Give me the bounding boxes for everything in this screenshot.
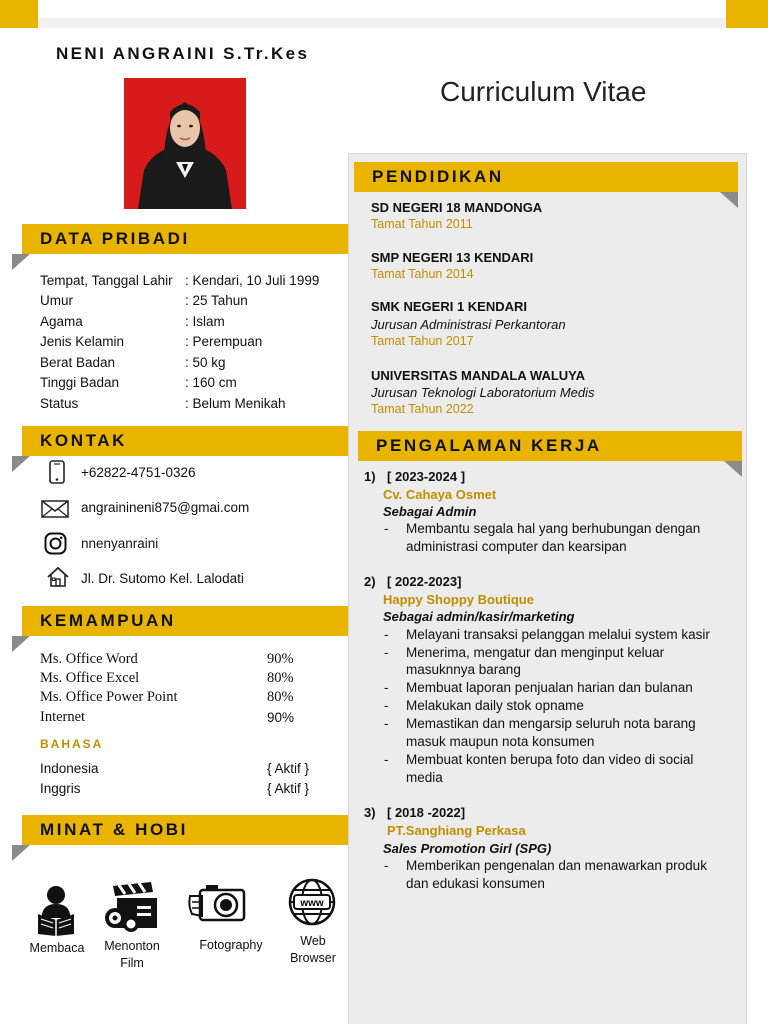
top-accent-bar-left: [0, 0, 38, 28]
personal-label: Tempat, Tanggal Lahir: [40, 273, 173, 288]
ribbon-fold: [12, 845, 30, 861]
job-duty: Membuat konten berupa foto dan video di social: [406, 752, 694, 767]
language-name: Inggris: [40, 781, 81, 796]
section-header-pendidikan: PENDIDIKAN: [354, 162, 738, 192]
personal-value: : Perempuan: [185, 334, 263, 349]
skill-level: 80%: [267, 670, 294, 686]
reading-icon: [36, 884, 76, 941]
school-name: SMP NEGERI 13 KENDARI: [371, 250, 534, 265]
bullet-dash: -: [384, 752, 389, 767]
bahasa-heading: BAHASA: [40, 737, 104, 751]
job-company: Happy Shoppy Boutique: [383, 592, 534, 607]
job-role: Sebagai admin/kasir/marketing: [383, 609, 575, 624]
job-duty: Memberikan pengenalan dan menawarkan produk: [406, 858, 707, 873]
bullet-dash: -: [384, 858, 389, 873]
job-duty: masuknnya barang: [406, 662, 521, 677]
school-name: UNIVERSITAS MANDALA WALUYA: [371, 368, 586, 383]
job-duty: masuk maupun nota konsumen: [406, 734, 595, 749]
ribbon-fold: [12, 254, 30, 270]
ribbon-fold: [724, 461, 742, 477]
personal-value: : 25 Tahun: [185, 293, 248, 308]
contact-instagram[interactable]: nnenyanraini: [81, 536, 159, 551]
bullet-dash: -: [384, 716, 389, 731]
personal-label: Agama: [40, 314, 83, 329]
skill-name: Internet: [40, 709, 86, 725]
language-level: { Aktif }: [267, 761, 310, 776]
job-duty: dan edukasi konsumen: [406, 876, 545, 891]
hobby-label-line: Film: [120, 956, 144, 970]
section-header-kontak: KONTAK: [22, 426, 348, 456]
school-major: Jurusan Administrasi Perkantoran: [371, 317, 566, 332]
job-duty: Membantu segala hal yang berhubungan dengan: [406, 521, 701, 536]
hobby-label-line: Web: [300, 934, 326, 948]
job-duty: Melayani transaksi pelanggan melalui system kasir: [406, 627, 710, 642]
skill-name: Ms. Office Power Point: [40, 689, 178, 705]
section-header-pengalaman: PENGALAMAN KERJA: [358, 431, 742, 461]
job-number: 3): [364, 805, 376, 820]
svg-text:www: www: [300, 898, 324, 909]
hobby-label-line: Browser: [290, 951, 336, 965]
personal-value: : Belum Menikah: [185, 396, 286, 411]
hobby-label-multiline: [92, 938, 172, 972]
contact-email[interactable]: angrainineni875@gmai.com: [81, 500, 250, 515]
job-duty: media: [406, 770, 443, 785]
school-name: SMK NEGERI 1 KENDARI: [371, 299, 528, 314]
instagram-icon: [44, 532, 67, 560]
graduation-year: Tamat Tahun 2017: [371, 334, 474, 348]
candidate-name: NENI ANGRAINI S.Tr.Kes: [56, 44, 310, 63]
job-period: [ 2022-2023]: [387, 574, 462, 589]
bullet-dash: -: [384, 698, 389, 713]
contact-address: Jl. Dr. Sutomo Kel. Lalodati: [81, 571, 244, 586]
school-major: Jurusan Teknologi Laboratorium Medis: [371, 385, 595, 400]
bullet-dash: -: [384, 521, 389, 536]
ribbon-fold: [720, 192, 738, 208]
job-period: [ 2023-2024 ]: [387, 469, 466, 484]
globe-www-icon: [288, 878, 336, 931]
skill-name: Ms. Office Excel: [40, 670, 140, 686]
home-icon: [46, 566, 70, 593]
email-icon: [41, 500, 69, 523]
personal-label: Tinggi Badan: [40, 375, 120, 390]
personal-label: Umur: [40, 293, 73, 308]
job-duty: Membuat laporan penjualan harian dan bulanan: [406, 680, 693, 695]
skill-level: 90%: [267, 651, 294, 667]
personal-label: Status: [40, 396, 79, 411]
hobby-label-multiline: [273, 933, 353, 967]
section-header-kemampuan: KEMAMPUAN: [22, 606, 348, 636]
job-company: Cv. Cahaya Osmet: [383, 487, 497, 502]
language-level: { Aktif }: [267, 781, 310, 796]
personal-label: Berat Badan: [40, 355, 116, 370]
camera-icon: [186, 880, 248, 935]
job-role: Sebagai Admin: [383, 504, 477, 519]
skill-level: 90%: [267, 710, 295, 725]
skill-name: Ms. Office Word: [40, 651, 138, 667]
bullet-dash: -: [384, 645, 389, 660]
ribbon-fold: [12, 456, 30, 472]
contact-phone[interactable]: +62822-4751-0326: [81, 465, 196, 480]
bullet-dash: -: [384, 627, 389, 642]
ribbon-fold: [12, 636, 30, 652]
language-name: Indonesia: [40, 761, 99, 776]
job-company: PT.Sanghiang Perkasa: [387, 823, 526, 838]
job-duty: Melakukan daily stok opname: [406, 698, 584, 713]
job-duty: administrasi computer dan kearsipan: [406, 539, 627, 554]
hobby-label: Fotography: [199, 938, 263, 952]
personal-value: : 160 cm: [185, 375, 237, 390]
skill-level: 80%: [267, 689, 294, 705]
top-divider: [38, 18, 726, 28]
job-duty: Memastikan dan mengarsip seluruh nota barang: [406, 716, 696, 731]
bullet-dash: -: [384, 680, 389, 695]
hobby-label: Membaca: [29, 941, 85, 955]
section-header-minat-hobi: MINAT & HOBI: [22, 815, 348, 845]
personal-value: : Kendari, 10 Juli 1999: [185, 273, 320, 288]
graduation-year: Tamat Tahun 2022: [371, 402, 474, 416]
job-period: [ 2018 -2022]: [387, 805, 466, 820]
school-name: SD NEGERI 18 MANDONGA: [371, 200, 543, 215]
clapperboard-icon: [103, 880, 159, 941]
profile-photo: [124, 78, 246, 209]
personal-value: : Islam: [185, 314, 225, 329]
phone-icon: [48, 460, 66, 489]
personal-label: Jenis Kelamin: [40, 334, 125, 349]
job-role: Sales Promotion Girl (SPG): [383, 841, 552, 856]
hobby-label-line: Menonton: [104, 939, 160, 953]
job-duty: Menerima, mengatur dan menginput keluar: [406, 645, 665, 660]
graduation-year: Tamat Tahun 2014: [371, 267, 474, 281]
job-number: 2): [364, 574, 376, 589]
job-number: 1): [364, 469, 376, 484]
document-title: Curriculum Vitae: [440, 76, 647, 107]
top-accent-bar-right: [726, 0, 768, 28]
graduation-year: Tamat Tahun 2011: [371, 217, 473, 231]
section-header-data-pribadi: DATA PRIBADI: [22, 224, 348, 254]
personal-value: : 50 kg: [185, 355, 226, 370]
